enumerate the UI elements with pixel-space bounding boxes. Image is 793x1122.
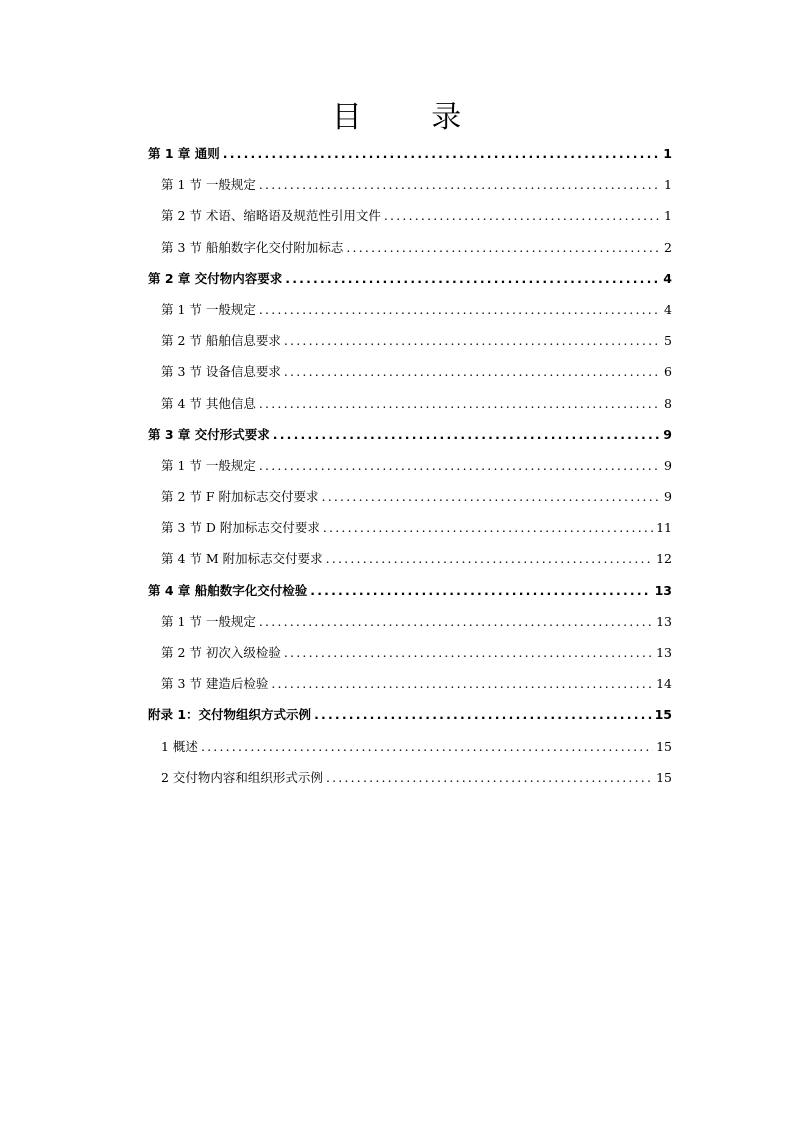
toc-entry-section-3-1[interactable]: [161, 456, 672, 476]
toc-entry-section-1-1[interactable]: [161, 175, 672, 195]
toc-entry-label: 第 4 章 船舶数字化交付检验: [148, 583, 308, 598]
toc-entry-label: 第 3 节 建造后检验: [161, 676, 269, 691]
toc-entry-section-2-3[interactable]: [161, 362, 672, 382]
toc-page-number: 13: [656, 645, 672, 660]
toc-page-number: 6: [664, 364, 672, 379]
toc-page-number: 13: [654, 583, 672, 598]
toc-dot-leader: [310, 581, 651, 601]
toc-dot-leader: [322, 487, 662, 507]
toc-page-number: 15: [656, 770, 672, 785]
toc-entry-section-2-1[interactable]: [161, 300, 672, 320]
toc-entry-section-4-2[interactable]: [161, 643, 672, 663]
toc-dot-leader: [284, 643, 653, 663]
toc-entry-label: 第 2 节 术语、缩略语及规范性引用文件: [161, 208, 381, 223]
toc-entry-label: 第 1 节 一般规定: [161, 458, 256, 473]
toc-page-number: 1: [664, 208, 672, 223]
toc-dot-leader: [271, 674, 653, 694]
toc-entry-appendix-1[interactable]: [148, 705, 672, 725]
toc-entry-section-3-3[interactable]: [161, 518, 672, 538]
toc-dot-leader: [259, 612, 653, 632]
toc-entry-label: 第 2 章 交付物内容要求: [148, 271, 283, 286]
toc-page-number: 12: [656, 551, 672, 566]
toc-entry-chapter-4[interactable]: [148, 581, 672, 601]
toc-entry-label: 第 4 节 M 附加标志交付要求: [161, 551, 323, 566]
toc-entry-section-3-2[interactable]: [161, 487, 672, 507]
toc-page-number: 13: [656, 614, 672, 629]
toc-entry-chapter-3[interactable]: [148, 425, 672, 445]
toc-entry-label: 第 3 章 交付形式要求: [148, 427, 270, 442]
toc-dot-leader: [259, 394, 661, 414]
toc-entry-label: 第 4 节 其他信息: [161, 396, 256, 411]
toc-entry-label: 第 2 节 船舶信息要求: [161, 333, 281, 348]
toc-entry-appendix-1-2[interactable]: [161, 768, 672, 788]
toc-entry-chapter-1[interactable]: [148, 144, 672, 164]
toc-entry-section-1-2[interactable]: [161, 206, 672, 226]
toc-entry-section-2-2[interactable]: [161, 331, 672, 351]
toc-page-number: 8: [664, 396, 672, 411]
toc-entry-label: 第 2 节 初次入级检验: [161, 645, 281, 660]
toc-dot-leader: [384, 206, 661, 226]
toc-dot-leader: [201, 737, 653, 757]
toc-page-number: 15: [654, 707, 672, 722]
toc-entry-label: 第 3 节 船舶数字化交付附加标志: [161, 240, 344, 255]
toc-dot-leader: [259, 456, 661, 476]
toc-page-number: 14: [656, 676, 672, 691]
toc-dot-leader: [285, 269, 660, 289]
toc-dot-leader: [284, 362, 661, 382]
toc-page-number: 1: [664, 177, 672, 192]
page-title: 目 录: [331, 100, 492, 135]
toc-entry-label: 第 1 章 通则: [148, 146, 220, 161]
toc-dot-leader: [326, 768, 653, 788]
toc-dot-leader: [314, 705, 652, 725]
toc-dot-leader: [273, 425, 661, 445]
toc-entry-label: 附录 1：交付物组织方式示例: [148, 707, 312, 722]
toc-entry-section-4-3[interactable]: [161, 674, 672, 694]
toc-dot-leader: [346, 238, 661, 258]
toc-page-number: 4: [663, 271, 672, 286]
toc-entry-label: 第 1 节 一般规定: [161, 302, 256, 317]
toc-dot-leader: [326, 549, 653, 569]
toc-entry-label: 2 交付物内容和组织形式示例: [161, 770, 323, 785]
toc-entry-chapter-2[interactable]: [148, 269, 672, 289]
toc-dot-leader: [223, 144, 661, 164]
toc-page-number: 15: [656, 739, 672, 754]
toc-entry-label: 第 3 节 D 附加标志交付要求: [161, 520, 320, 535]
toc-page-number: 9: [664, 489, 672, 504]
toc-page-number: 1: [663, 146, 672, 161]
toc-page-number: 2: [664, 240, 672, 255]
toc-page-number: 9: [664, 458, 672, 473]
toc-dot-leader: [259, 175, 661, 195]
toc-dot-leader: [284, 331, 661, 351]
toc-entry-label: 1 概述: [161, 739, 198, 754]
toc-entry-label: 第 3 节 设备信息要求: [161, 364, 281, 379]
toc-entry-appendix-1-1[interactable]: [161, 737, 672, 757]
toc-entry-section-4-1[interactable]: [161, 612, 672, 632]
toc-page-number: 5: [664, 333, 672, 348]
toc-entry-label: 第 2 节 F 附加标志交付要求: [161, 489, 319, 504]
toc-page-number: 11: [656, 520, 672, 535]
toc-entry-label: 第 1 节 一般规定: [161, 177, 256, 192]
toc-entry-section-3-4[interactable]: [161, 549, 672, 569]
toc-entry-section-2-4[interactable]: [161, 394, 672, 414]
toc-page-number: 4: [664, 302, 672, 317]
toc-dot-leader: [259, 300, 661, 320]
toc-entry-label: 第 1 节 一般规定: [161, 614, 256, 629]
toc-entry-section-1-3[interactable]: [161, 238, 672, 258]
toc-dot-leader: [323, 518, 653, 538]
toc-page-number: 9: [663, 427, 672, 442]
